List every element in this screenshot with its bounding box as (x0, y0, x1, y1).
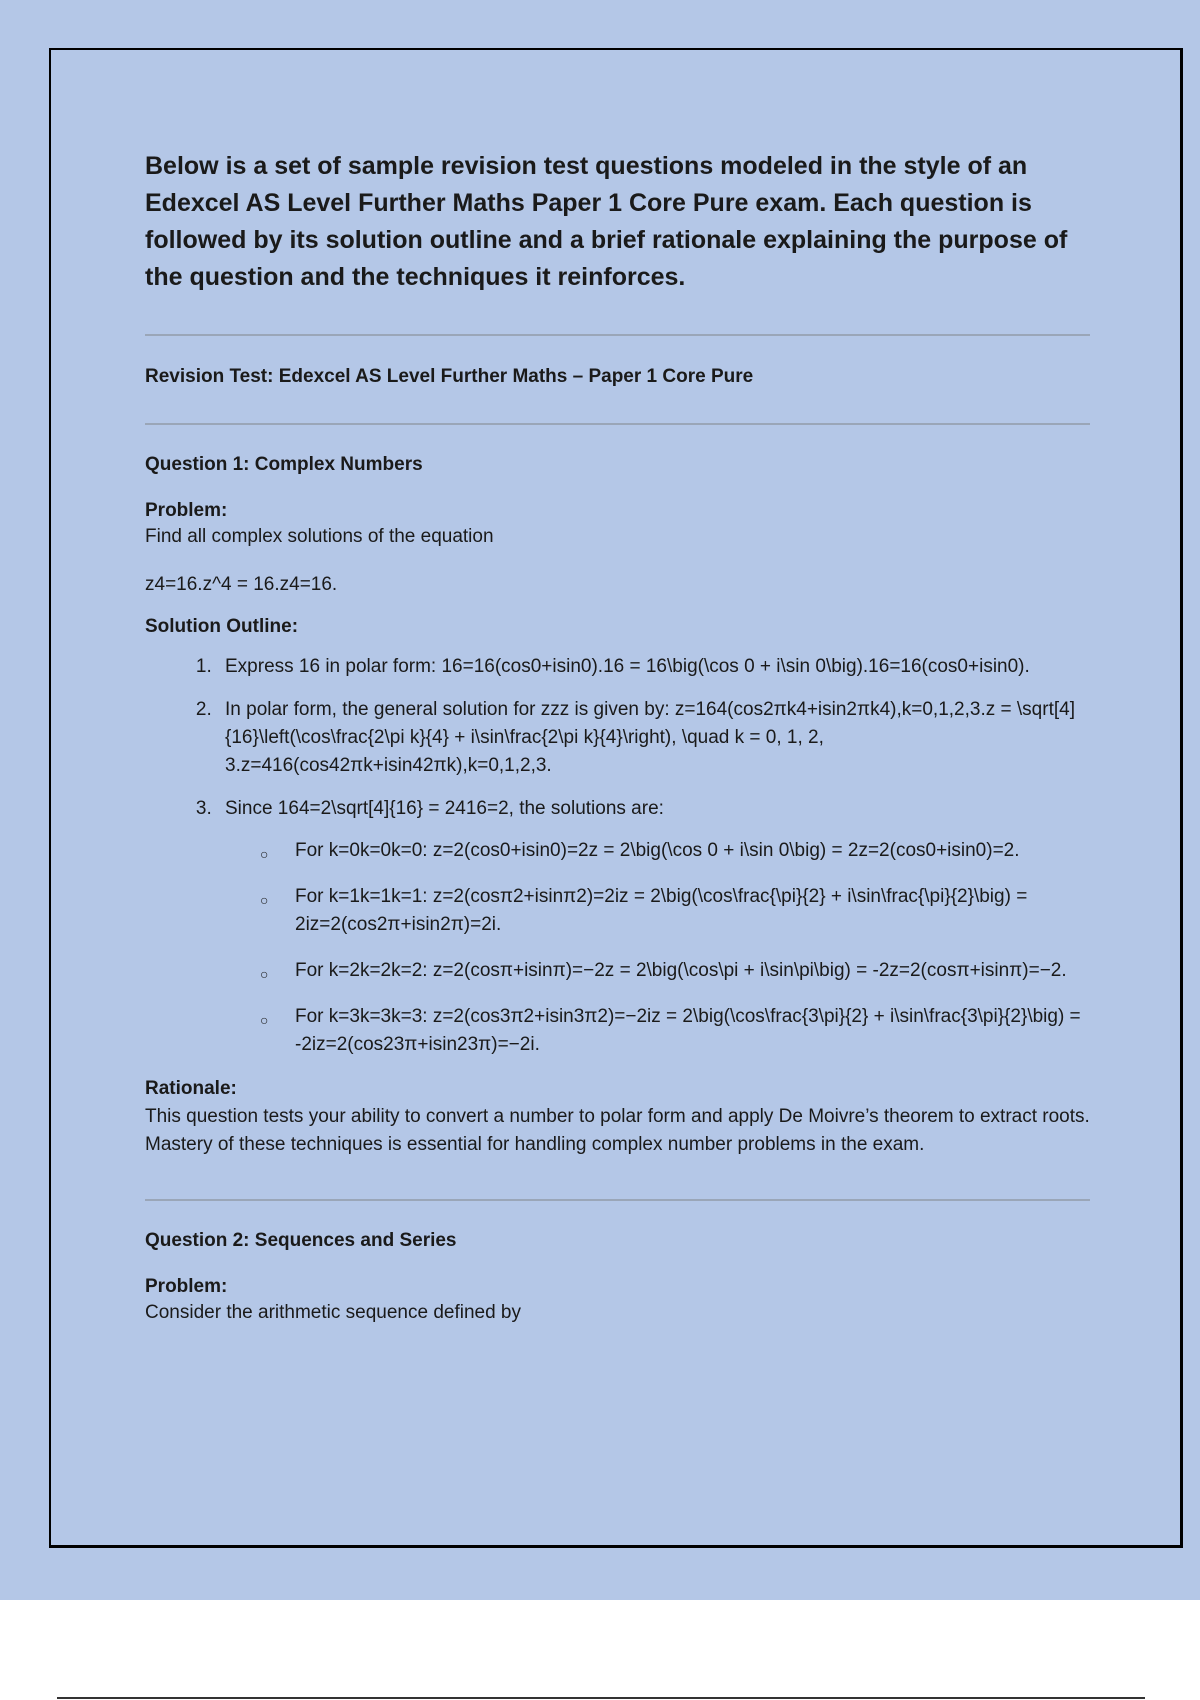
circle-bullet-icon: ○ (260, 966, 269, 982)
substep-k1 (260, 883, 1090, 939)
intro-paragraph: Below is a set of sample revision test questions modeled in the style of an Edexcel AS Level Further Maths Paper 1 Core Pure exam. Each question is followed by its solution outline and a brief rationale explaining the purpose of the question and the techniques it reinforces. (145, 152, 1068, 291)
solution-substeps (225, 837, 1090, 1059)
solution-outline-label: Solution Outline: (145, 616, 299, 637)
separator (145, 423, 1090, 425)
substep-text: For k=0k=0k=0: z=2(cos⁡0+isin⁡0)=2z = 2\big(\cos 0 + i\sin 0\big) = 2z=2(cos0+isin0)=2. (295, 840, 1020, 861)
solution-step-2: 2. In polar form, the general solution for zzz is given by: z=164(cos⁡2πk4+isin⁡2πk4),k=0,1,2,3.z = \sqrt[4]{16}\left(\cos\frac{2\pi k}{4} + i\sin\frac{2\pi k}{4}\right), \quad k = 0, 1, 2, 3.z=416(cos42πk+isin42πk),k=0,1,2,3. (217, 696, 1090, 780)
equation: z4=16.z^4 = 16.z4=16. (145, 574, 338, 595)
substep-text: For k=1k=1k=1: z=2(cos⁡π2+isin⁡π2)=2iz = 2\big(\cos\frac{\pi}{2} + i\sin\frac{\pi}{2}\big) = 2iz=2(cos2π+isin2π)=2i. (295, 886, 1028, 935)
footer-rule (57, 1697, 1145, 1699)
separator (145, 334, 1090, 336)
problem-text: Find all complex solutions of the equation (145, 526, 494, 547)
question-1 (145, 453, 1090, 1159)
solution-steps (145, 653, 1090, 1059)
rationale-text: This question tests your ability to convert a number to polar form and apply De Moivre’s theorem to extract roots. Mastery of these techniques is essential for handling complex number problems in the exam. (145, 1106, 1090, 1155)
substep-k2 (260, 957, 1090, 985)
question-1-title: Question 1: Complex Numbers (145, 454, 423, 475)
document-content (145, 140, 1090, 1327)
solution-step-3-text: Since 164=2\sqrt[4]{16} = 2416=2, the solutions are: (225, 798, 664, 819)
circle-bullet-icon: ○ (260, 892, 269, 908)
problem-label: Problem: (145, 500, 228, 521)
substep-k0 (260, 837, 1090, 865)
problem-text: Consider the arithmetic sequence defined by (145, 1302, 522, 1323)
question-2-title: Question 2: Sequences and Series (145, 1230, 457, 1251)
separator (145, 1199, 1090, 1201)
solution-step-3 (217, 795, 1090, 1059)
circle-bullet-icon: ○ (260, 846, 269, 862)
substep-text: For k=2k=2k=2: z=2(cos⁡π+isin⁡π)=−2z = 2\big(\cos\pi + i\sin\pi\big) = -2z=2(cosπ+isinπ)=−2. (295, 960, 1067, 981)
substep-k3 (260, 1003, 1090, 1059)
test-title: Revision Test: Edexcel AS Level Further Maths – Paper 1 Core Pure (145, 366, 754, 387)
problem-label: Problem: (145, 1276, 228, 1297)
solution-step-1: 1. Express 16 in polar form: 16=16(cos⁡0+isin⁡0).16 = 16\big(\cos 0 + i\sin 0\big).16=16(cos0+isin0). (217, 653, 1090, 681)
question-2 (145, 1229, 1090, 1327)
rationale-label: Rationale: (145, 1078, 237, 1099)
circle-bullet-icon: ○ (260, 1012, 269, 1028)
substep-text: For k=3k=3k=3: z=2(cos⁡3π2+isin⁡3π2)=−2iz = 2\big(\cos\frac{3\pi}{2} + i\sin\frac{3\pi}{2}\big) = -2iz=2(cos23π+isin23π)=−2i. (295, 1006, 1081, 1055)
